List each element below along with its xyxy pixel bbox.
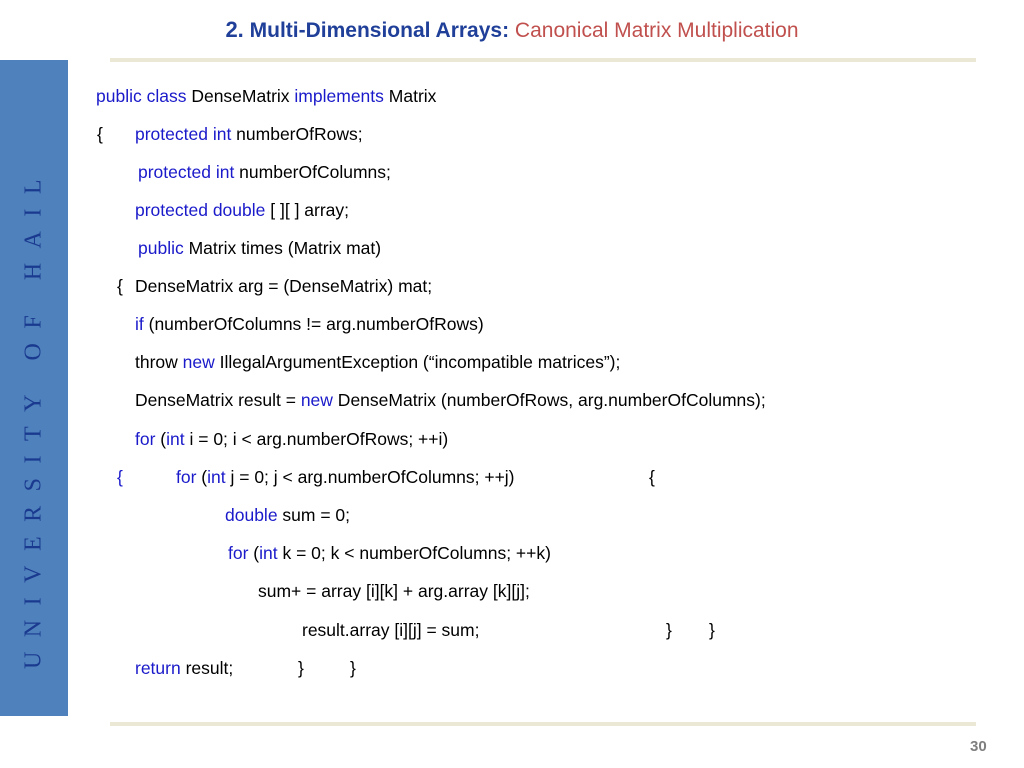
code-line [135,274,432,298]
title-number: 2. [225,17,244,42]
code-keyword: for [228,543,249,563]
code-text: sum = 0; [277,505,351,525]
code-text: DenseMatrix result = [135,390,301,410]
code-line [135,388,766,412]
footer-rule [110,722,976,726]
code-line [302,618,479,642]
code-text: DenseMatrix arg = (DenseMatrix) mat; [135,276,433,296]
code-line [298,656,304,680]
code-line [135,656,233,680]
code-text: (numberOfColumns != arg.numberOfRows) [143,314,484,334]
code-keyword: protected int [138,162,235,182]
university-name: UNIVERSITY OF HAIL [20,164,47,670]
code-keyword: for [135,429,156,449]
code-text: } [298,658,304,678]
code-line [258,579,530,603]
code-text: { [97,124,103,144]
code-text: } [709,620,715,640]
code-keyword: public class [96,86,187,106]
code-text: { [649,467,655,487]
code-text: ( [155,429,167,449]
code-line [225,503,350,527]
code-keyword: int [207,467,226,487]
code-line [135,427,448,451]
code-line [649,465,655,489]
code-line [176,465,515,489]
code-text: Matrix times (Matrix mat) [183,238,382,258]
title-subtitle: Canonical Matrix Multiplication [514,19,799,42]
code-text: numberOfRows; [231,124,363,144]
code-text: result.array [i][j] = sum; [302,620,480,640]
code-keyword: for [176,467,197,487]
code-text: DenseMatrix (numberOfRows, arg.numberOfColumns); [332,390,766,410]
code-line [117,465,123,489]
code-text: i = 0; i < arg.numberOfRows; ++i) [184,429,449,449]
code-line [97,122,103,146]
code-text: Matrix [383,86,437,106]
code-keyword: public [138,238,184,258]
code-line [350,656,356,680]
sidebar-band [0,60,68,716]
code-text: result; [180,658,234,678]
code-keyword: int [259,543,278,563]
code-keyword: implements [294,86,384,106]
code-text: ( [248,543,260,563]
code-keyword: protected double [135,200,266,220]
code-keyword: new [300,390,333,410]
code-text: DenseMatrix [186,86,295,106]
code-text: j = 0; j < arg.numberOfColumns; ++j) [225,467,515,487]
code-keyword: new [182,352,215,372]
title-underline [110,58,976,62]
code-text: sum+ = array [i][k] + arg.array [k][j]; [258,581,530,601]
code-text: IllegalArgumentException (“incompatible matrices”); [214,352,621,372]
page-number: 30 [970,738,987,755]
code-line [117,274,123,298]
code-line [135,312,484,336]
code-line [135,198,349,222]
code-text: { [117,276,123,296]
code-text: ( [196,467,208,487]
code-keyword: { [117,467,123,487]
code-text: } [350,658,356,678]
code-keyword: int [166,429,185,449]
title-main: Multi-Dimensional Arrays: [249,19,510,42]
code-keyword: return [135,658,181,678]
code-line [138,236,381,260]
code-line [709,618,715,642]
code-keyword: if [135,314,144,334]
slide-title [0,17,1024,49]
code-text: throw [135,352,183,372]
code-text: [ ][ ] array; [265,200,350,220]
code-line [228,541,551,565]
code-keyword: double [225,505,278,525]
code-line [135,350,620,374]
code-line [96,84,436,108]
code-line [135,122,363,146]
code-text: } [666,620,672,640]
code-line [138,160,391,184]
code-text: numberOfColumns; [234,162,391,182]
code-keyword: protected int [135,124,232,144]
code-line [666,618,672,642]
code-text: k = 0; k < numberOfColumns; ++k) [277,543,551,563]
